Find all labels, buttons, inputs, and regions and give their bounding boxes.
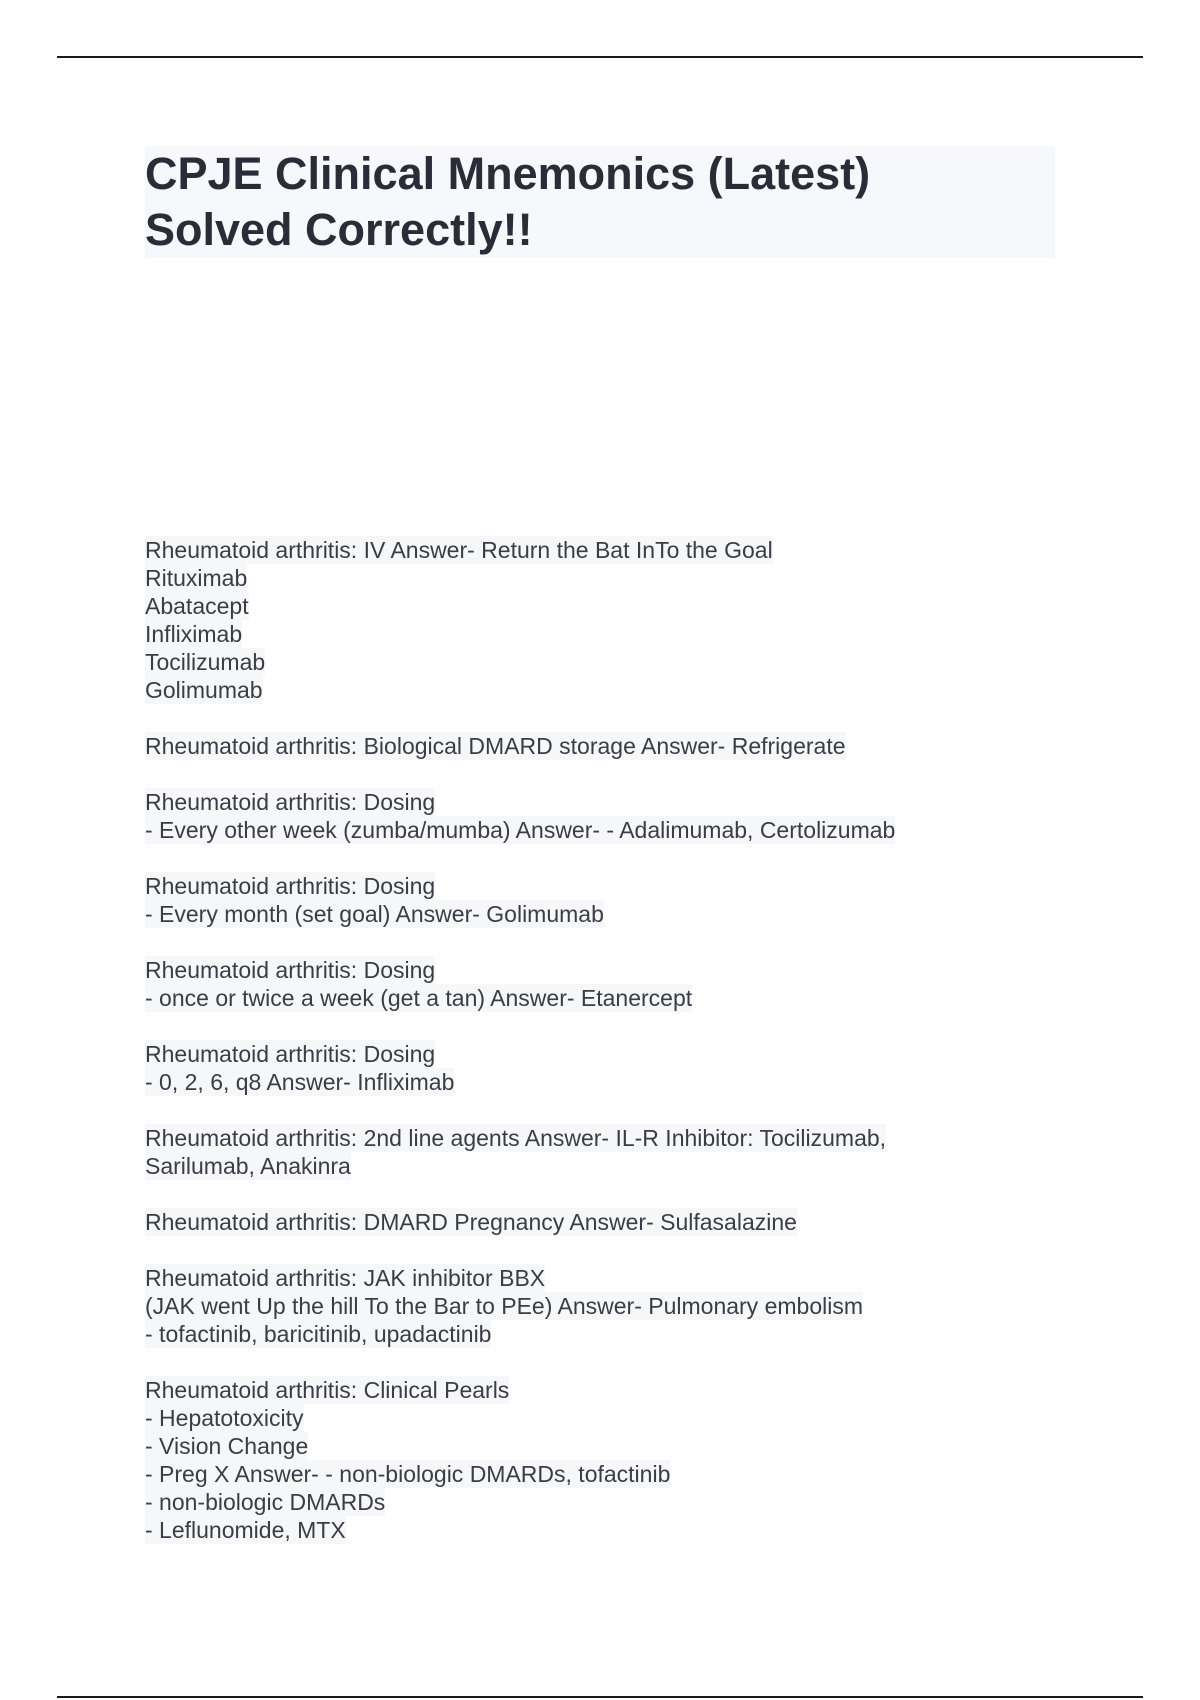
qa-line: - Leflunomide, MTX bbox=[145, 1517, 346, 1543]
qa-item bbox=[145, 536, 1105, 704]
qa-line: Tocilizumab bbox=[145, 649, 266, 675]
qa-item bbox=[145, 1124, 1105, 1180]
qa-line: - Every other week (zumba/mumba) Answer- - Adalimumab, Certolizumab bbox=[145, 817, 896, 843]
qa-line: Rheumatoid arthritis: Dosing bbox=[145, 873, 436, 899]
page-title bbox=[145, 146, 1055, 258]
qa-line: Rheumatoid arthritis: Dosing bbox=[145, 1041, 436, 1067]
qa-line: Abatacept bbox=[145, 593, 249, 619]
header-rule bbox=[57, 56, 1143, 58]
qa-line: (JAK went Up the hill To the Bar to PEe) Answer- Pulmonary embolism bbox=[145, 1293, 863, 1319]
qa-line: Rituximab bbox=[145, 565, 248, 591]
title-line: Solved Correctly!! bbox=[145, 204, 533, 255]
qa-item bbox=[145, 788, 1105, 844]
footer-rule bbox=[57, 1696, 1143, 1698]
qa-line: Golimumab bbox=[145, 677, 263, 703]
qa-line: - Hepatotoxicity bbox=[145, 1405, 304, 1431]
qa-line: Rheumatoid arthritis: JAK inhibitor BBX bbox=[145, 1265, 546, 1291]
qa-item bbox=[145, 732, 1105, 760]
qa-line: Rheumatoid arthritis: Dosing bbox=[145, 957, 436, 983]
qa-line: - Every month (set goal) Answer- Golimumab bbox=[145, 901, 604, 927]
qa-line: Rheumatoid arthritis: IV Answer- Return the Bat InTo the Goal bbox=[145, 537, 773, 563]
qa-item bbox=[145, 1376, 1105, 1544]
qa-list bbox=[145, 536, 1105, 1572]
qa-item bbox=[145, 872, 1105, 928]
qa-line: Sarilumab, Anakinra bbox=[145, 1153, 351, 1179]
qa-line: - non-biologic DMARDs bbox=[145, 1489, 386, 1515]
qa-line: Rheumatoid arthritis: Clinical Pearls bbox=[145, 1377, 510, 1403]
qa-item bbox=[145, 1208, 1105, 1236]
qa-line: - once or twice a week (get a tan) Answer- Etanercept bbox=[145, 985, 693, 1011]
qa-item bbox=[145, 1264, 1105, 1348]
qa-item bbox=[145, 956, 1105, 1012]
qa-line: Infliximab bbox=[145, 621, 243, 647]
qa-line: Rheumatoid arthritis: Dosing bbox=[145, 789, 436, 815]
qa-line: - 0, 2, 6, q8 Answer- Infliximab bbox=[145, 1069, 455, 1095]
title-line: CPJE Clinical Mnemonics (Latest) bbox=[145, 148, 871, 199]
qa-line: - Vision Change bbox=[145, 1433, 309, 1459]
qa-line: - tofactinib, baricitinib, upadactinib bbox=[145, 1321, 492, 1347]
qa-item bbox=[145, 1040, 1105, 1096]
qa-line: Rheumatoid arthritis: 2nd line agents Answer- IL-R Inhibitor: Tocilizumab, bbox=[145, 1125, 887, 1151]
qa-line: Rheumatoid arthritis: DMARD Pregnancy Answer- Sulfasalazine bbox=[145, 1209, 797, 1235]
qa-line: Rheumatoid arthritis: Biological DMARD storage Answer- Refrigerate bbox=[145, 733, 846, 759]
qa-line: - Preg X Answer- - non-biologic DMARDs, tofactinib bbox=[145, 1461, 671, 1487]
